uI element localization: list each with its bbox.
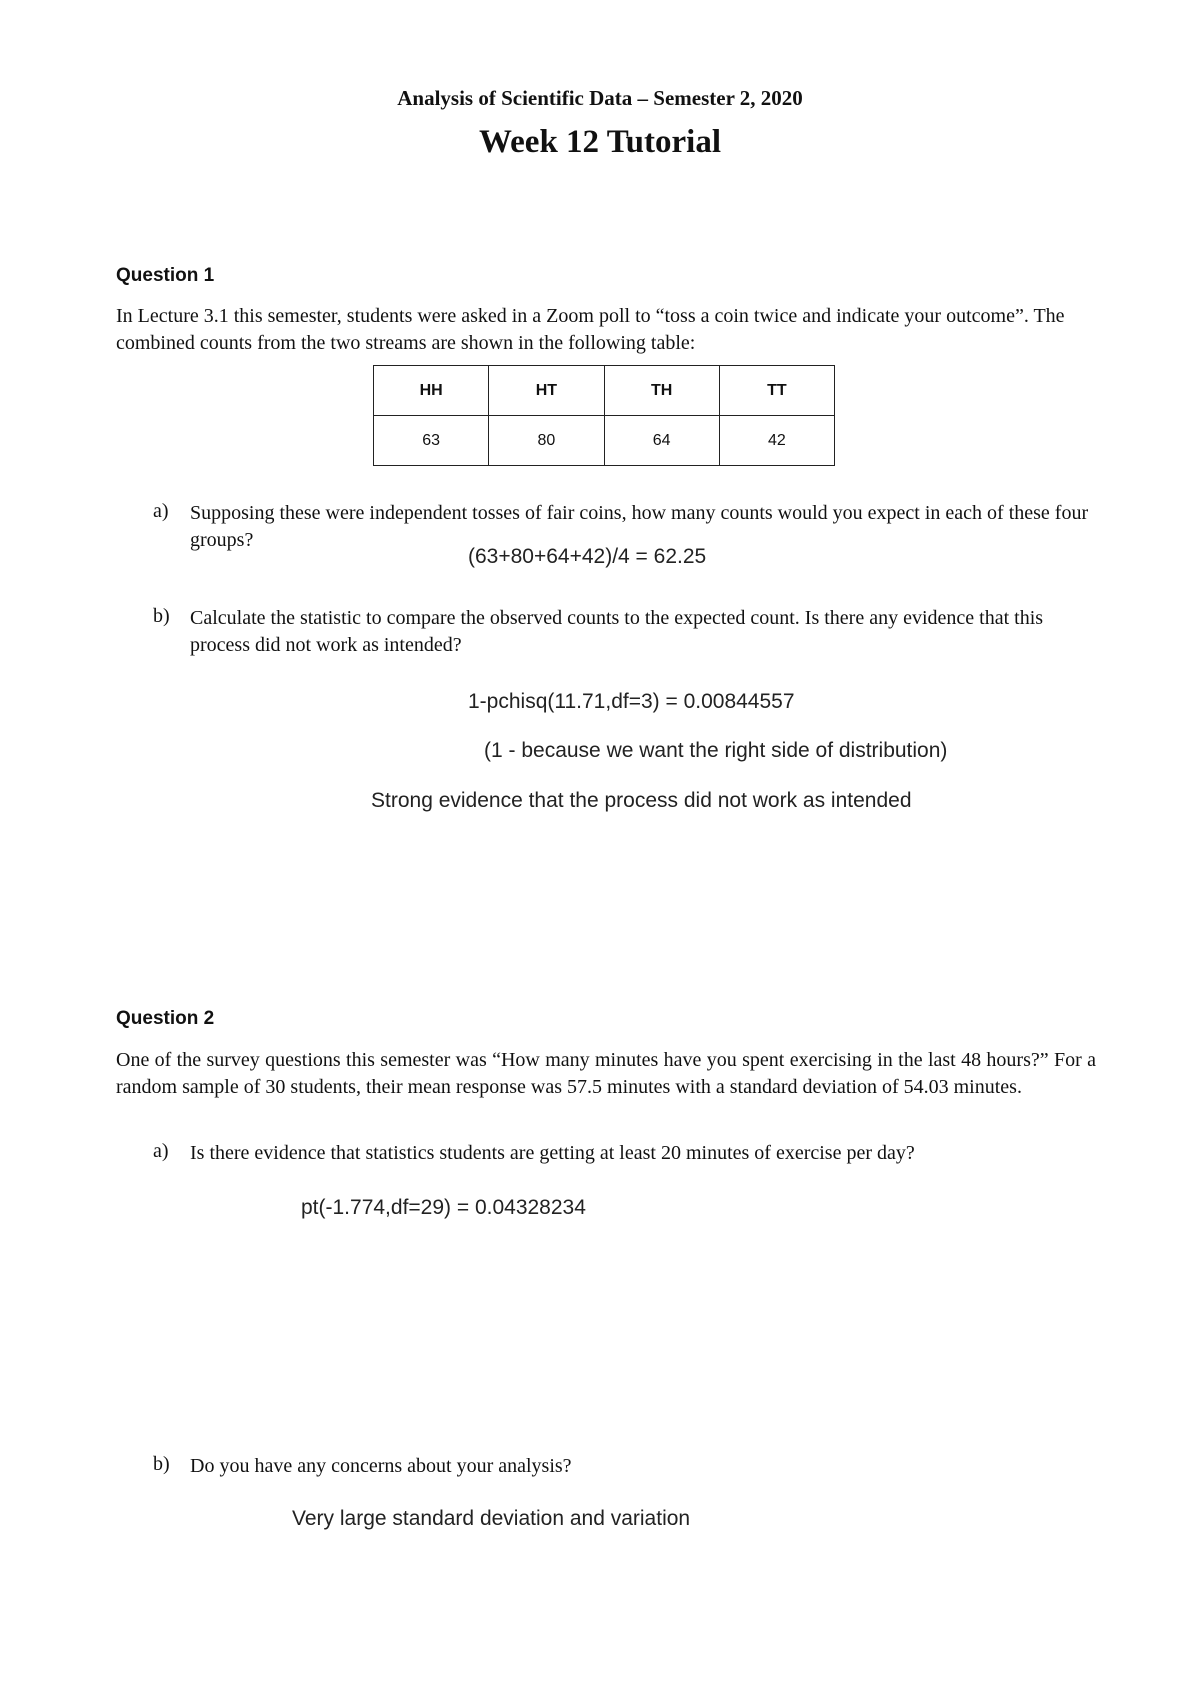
table-header-row [374, 366, 835, 416]
question-1b-text: Calculate the statistic to compare the observed counts to the expected count. Is there any evidence that this process did not work as intended? [190, 607, 1044, 656]
question-1b-answer-note: (1 - because we want the right side of distribution) [484, 739, 948, 762]
course-title: Analysis of Scientific Data – Semester 2, 2020 [397, 86, 803, 110]
question-2-intro: One of the survey questions this semester was “How many minutes have you spent exercising in the last 48 hours?” For a random sample of 30 students, their mean response was 57.5 minutes with a standard deviation of 54.03 minutes. [116, 1049, 1096, 1098]
question-2a-label: a) [153, 1140, 169, 1162]
page-title: Week 12 Tutorial [478, 124, 722, 160]
question-2b-answer: Very large standard deviation and variation [292, 1507, 691, 1530]
question-2b-label: b) [153, 1453, 170, 1475]
question-1-intro: In Lecture 3.1 this semester, students were asked in a Zoom poll to “toss a coin twice and indicate your outcome”. The combined counts from the two streams are shown in the following table: [116, 305, 1065, 354]
table-header-cell: TT [719, 366, 834, 416]
question-2b-text: Do you have any concerns about your analysis? [190, 1455, 572, 1477]
question-1a-text: Supposing these were independent tosses of fair coins, how many counts would you expect in each of these four groups? [190, 502, 1089, 551]
question-1-heading: Question 1 [116, 265, 215, 286]
question-1b-label: b) [153, 605, 170, 627]
question-1a-label: a) [153, 500, 169, 522]
coin-toss-counts-table [373, 365, 835, 466]
table-cell: 42 [719, 416, 834, 466]
question-1b-answer-formula: 1-pchisq(11.71,df=3) = 0.00844557 [468, 690, 795, 713]
table-cell: 64 [604, 416, 719, 466]
question-1a-answer: (63+80+64+42)/4 = 62.25 [468, 545, 707, 568]
table-row [374, 416, 835, 466]
table-header-cell: TH [604, 366, 719, 416]
table-cell: 63 [374, 416, 489, 466]
table-header-cell: HH [374, 366, 489, 416]
question-2-heading: Question 2 [116, 1008, 215, 1029]
question-2a-text: Is there evidence that statistics students are getting at least 20 minutes of exercise per day? [190, 1142, 915, 1164]
table-cell: 80 [489, 416, 604, 466]
question-1b-answer-conclusion: Strong evidence that the process did not work as intended [371, 789, 912, 812]
question-2a-answer: pt(-1.774,df=29) = 0.04328234 [301, 1196, 586, 1219]
table-header-cell: HT [489, 366, 604, 416]
